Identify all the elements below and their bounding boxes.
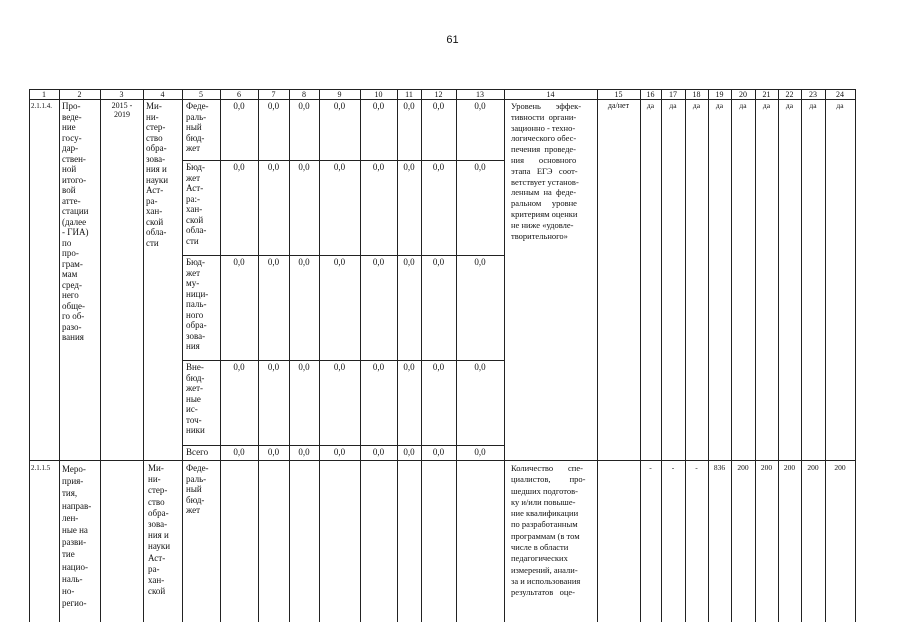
indicator-year-value: да — [739, 101, 747, 110]
column-header: 7 — [271, 89, 276, 99]
indicator-year-value: - — [649, 463, 652, 472]
funding-value: 0,0 — [403, 447, 415, 457]
column-header: 1 — [42, 89, 46, 99]
funding-value: 0,0 — [233, 362, 245, 372]
column-header: 12 — [434, 89, 443, 99]
funding-value: 0,0 — [267, 162, 280, 172]
column-header: 17 — [669, 89, 677, 99]
funding-value: 0,0 — [372, 362, 385, 372]
source-label-extrabudgetary: Вне- бюд- жет- ные ис- точ- ники — [186, 362, 205, 435]
funding-value: 0,0 — [333, 257, 346, 267]
indicator-year-value: 200 — [783, 463, 796, 472]
column-header: 14 — [546, 89, 555, 99]
column-rule — [504, 89, 505, 622]
column-header: 23 — [809, 89, 817, 99]
column-rule — [855, 89, 856, 622]
column-rule — [708, 89, 709, 622]
column-header: 8 — [302, 89, 306, 99]
indicator-year-value: да — [785, 101, 794, 110]
column-header: 21 — [762, 89, 771, 99]
row2-measure-name: Меро- прия- тия, направ- лен- ные на разви- тие нацио- наль- но- регио- — [62, 464, 92, 609]
column-header: 9 — [337, 89, 342, 99]
column-rule — [778, 89, 779, 622]
funding-value: 0,0 — [474, 447, 486, 457]
row1-code: 2.1.1.4. — [31, 102, 52, 110]
column-header: 11 — [405, 89, 413, 99]
column-header: 4 — [160, 89, 165, 99]
funding-value: 0,0 — [403, 362, 415, 372]
column-rule — [597, 89, 598, 622]
indicator-year-value: 200 — [760, 463, 773, 472]
column-rule — [825, 89, 826, 622]
column-header: 2 — [77, 89, 82, 99]
column-header: 20 — [739, 89, 747, 99]
indicator-year-value: да — [646, 101, 655, 110]
source-label-municipal: Бюд- жет му- ници- паль- ного обра- зова- ния — [186, 257, 209, 351]
funding-value: 0,0 — [474, 362, 486, 372]
column-rule — [143, 89, 144, 622]
source-label-total: Всего — [186, 447, 209, 457]
funding-value: 0,0 — [267, 362, 280, 372]
column-header: 19 — [715, 89, 724, 99]
funding-value: 0,0 — [298, 101, 310, 111]
indicator-year-value: 836 — [713, 463, 726, 472]
funding-value: 0,0 — [432, 257, 445, 267]
funding-value: 0,0 — [298, 162, 310, 172]
row1-executor: Ми- ни- стер- ство обра- зова- ния и науки Аст- ра- хан- ской обла- сти — [146, 101, 169, 248]
column-header: 3 — [119, 89, 124, 99]
funding-value: 0,0 — [233, 101, 245, 111]
funding-value: 0,0 — [233, 257, 245, 267]
funding-value: 0,0 — [233, 162, 245, 172]
funding-value: 0,0 — [333, 162, 346, 172]
indicator-year-value: - — [671, 463, 675, 472]
row2-source: Феде- раль- ный бюд- жет — [186, 463, 209, 515]
column-header: 10 — [374, 89, 383, 99]
column-header: 6 — [237, 89, 241, 99]
indicator-year-value: 200 — [834, 463, 846, 472]
column-rule — [640, 89, 641, 622]
funding-value: 0,0 — [267, 447, 280, 457]
column-header: 22 — [785, 89, 794, 99]
funding-value: 0,0 — [372, 162, 385, 172]
row2-indicator: Количество спе- циалистов, про- шедших подготов- ку и/или повыше- ние квалификации по разработанным программам (в том числе в области педагогических измерений, анали- за и использования результатов оце- — [511, 463, 586, 598]
source-label-federal: Феде- раль- ный бюд- жет — [186, 101, 209, 153]
funding-value: 0,0 — [474, 162, 486, 172]
indicator-year-value: да — [669, 101, 677, 110]
column-header: 13 — [476, 89, 484, 99]
column-header: 16 — [646, 89, 655, 99]
row2-executor: Ми- ни- стер- ство обра- зова- ния и науки Аст- ра- хан- ской — [148, 463, 171, 597]
funding-value: 0,0 — [474, 101, 486, 111]
funding-value: 0,0 — [298, 447, 310, 457]
column-rule — [731, 89, 732, 622]
column-rule — [29, 89, 30, 622]
column-rule — [755, 89, 756, 622]
indicator-year-value: да — [715, 101, 724, 110]
funding-value: 0,0 — [432, 162, 445, 172]
column-rule — [100, 89, 101, 622]
indicator-year-value: - — [695, 463, 698, 472]
funding-value: 0,0 — [372, 101, 385, 111]
column-rule — [661, 89, 662, 622]
row1-measure-name: Про- веде- ние госу- дар- ствен- ной итого- вой атте- стации (далее - ГИА) по про- грам- мам сред- него обще- го об- разо- вания — [62, 101, 89, 342]
funding-value: 0,0 — [432, 447, 445, 457]
column-rule — [182, 89, 183, 622]
funding-value: 0,0 — [333, 362, 346, 372]
indicator-year-value: да — [809, 101, 817, 110]
row2-code: 2.1.1.5 — [31, 464, 51, 472]
indicator-year-value: 200 — [807, 463, 819, 472]
funding-value: 0,0 — [432, 362, 445, 372]
funding-value: 0,0 — [298, 362, 310, 372]
source-label-regional: Бюд- жет Аст- ра:- хан- ской обла- сти — [186, 162, 207, 246]
column-header: 18 — [692, 89, 701, 99]
funding-value: 0,0 — [432, 101, 445, 111]
funding-value: 0,0 — [298, 257, 310, 267]
row1-indicator: Уровень эффек- тивности органи- зационно - техно- логического обес- печения проведе- ния основного этапа ЕГЭ соот- ветствует установ- ленным на феде- ральном уровне критериям оценки не ниже «удовле- творительного» — [511, 101, 582, 241]
column-header: 24 — [836, 89, 844, 99]
indicator-year-value: 200 — [737, 463, 749, 472]
indicator-year-value: да — [836, 101, 844, 110]
funding-value: 0,0 — [267, 101, 280, 111]
funding-value: 0,0 — [403, 162, 415, 172]
indicator-year-value: да — [762, 101, 771, 110]
funding-value: 0,0 — [333, 447, 346, 457]
row1-period: 2015 - 2019 — [111, 101, 133, 119]
column-header: 15 — [614, 89, 623, 99]
page-number: 61 — [446, 34, 459, 46]
column-rule — [801, 89, 802, 622]
funding-value: 0,0 — [372, 447, 385, 457]
funding-value: 0,0 — [403, 101, 415, 111]
row1-unit: да/нет — [607, 101, 630, 110]
funding-value: 0,0 — [233, 447, 245, 457]
indicator-year-value: да — [692, 101, 701, 110]
column-rule — [685, 89, 686, 622]
funding-value: 0,0 — [333, 101, 346, 111]
funding-value: 0,0 — [267, 257, 280, 267]
column-header: 5 — [199, 89, 203, 99]
column-rule — [59, 89, 60, 622]
funding-value: 0,0 — [474, 257, 486, 267]
funding-value: 0,0 — [372, 257, 385, 267]
funding-value: 0,0 — [403, 257, 415, 267]
